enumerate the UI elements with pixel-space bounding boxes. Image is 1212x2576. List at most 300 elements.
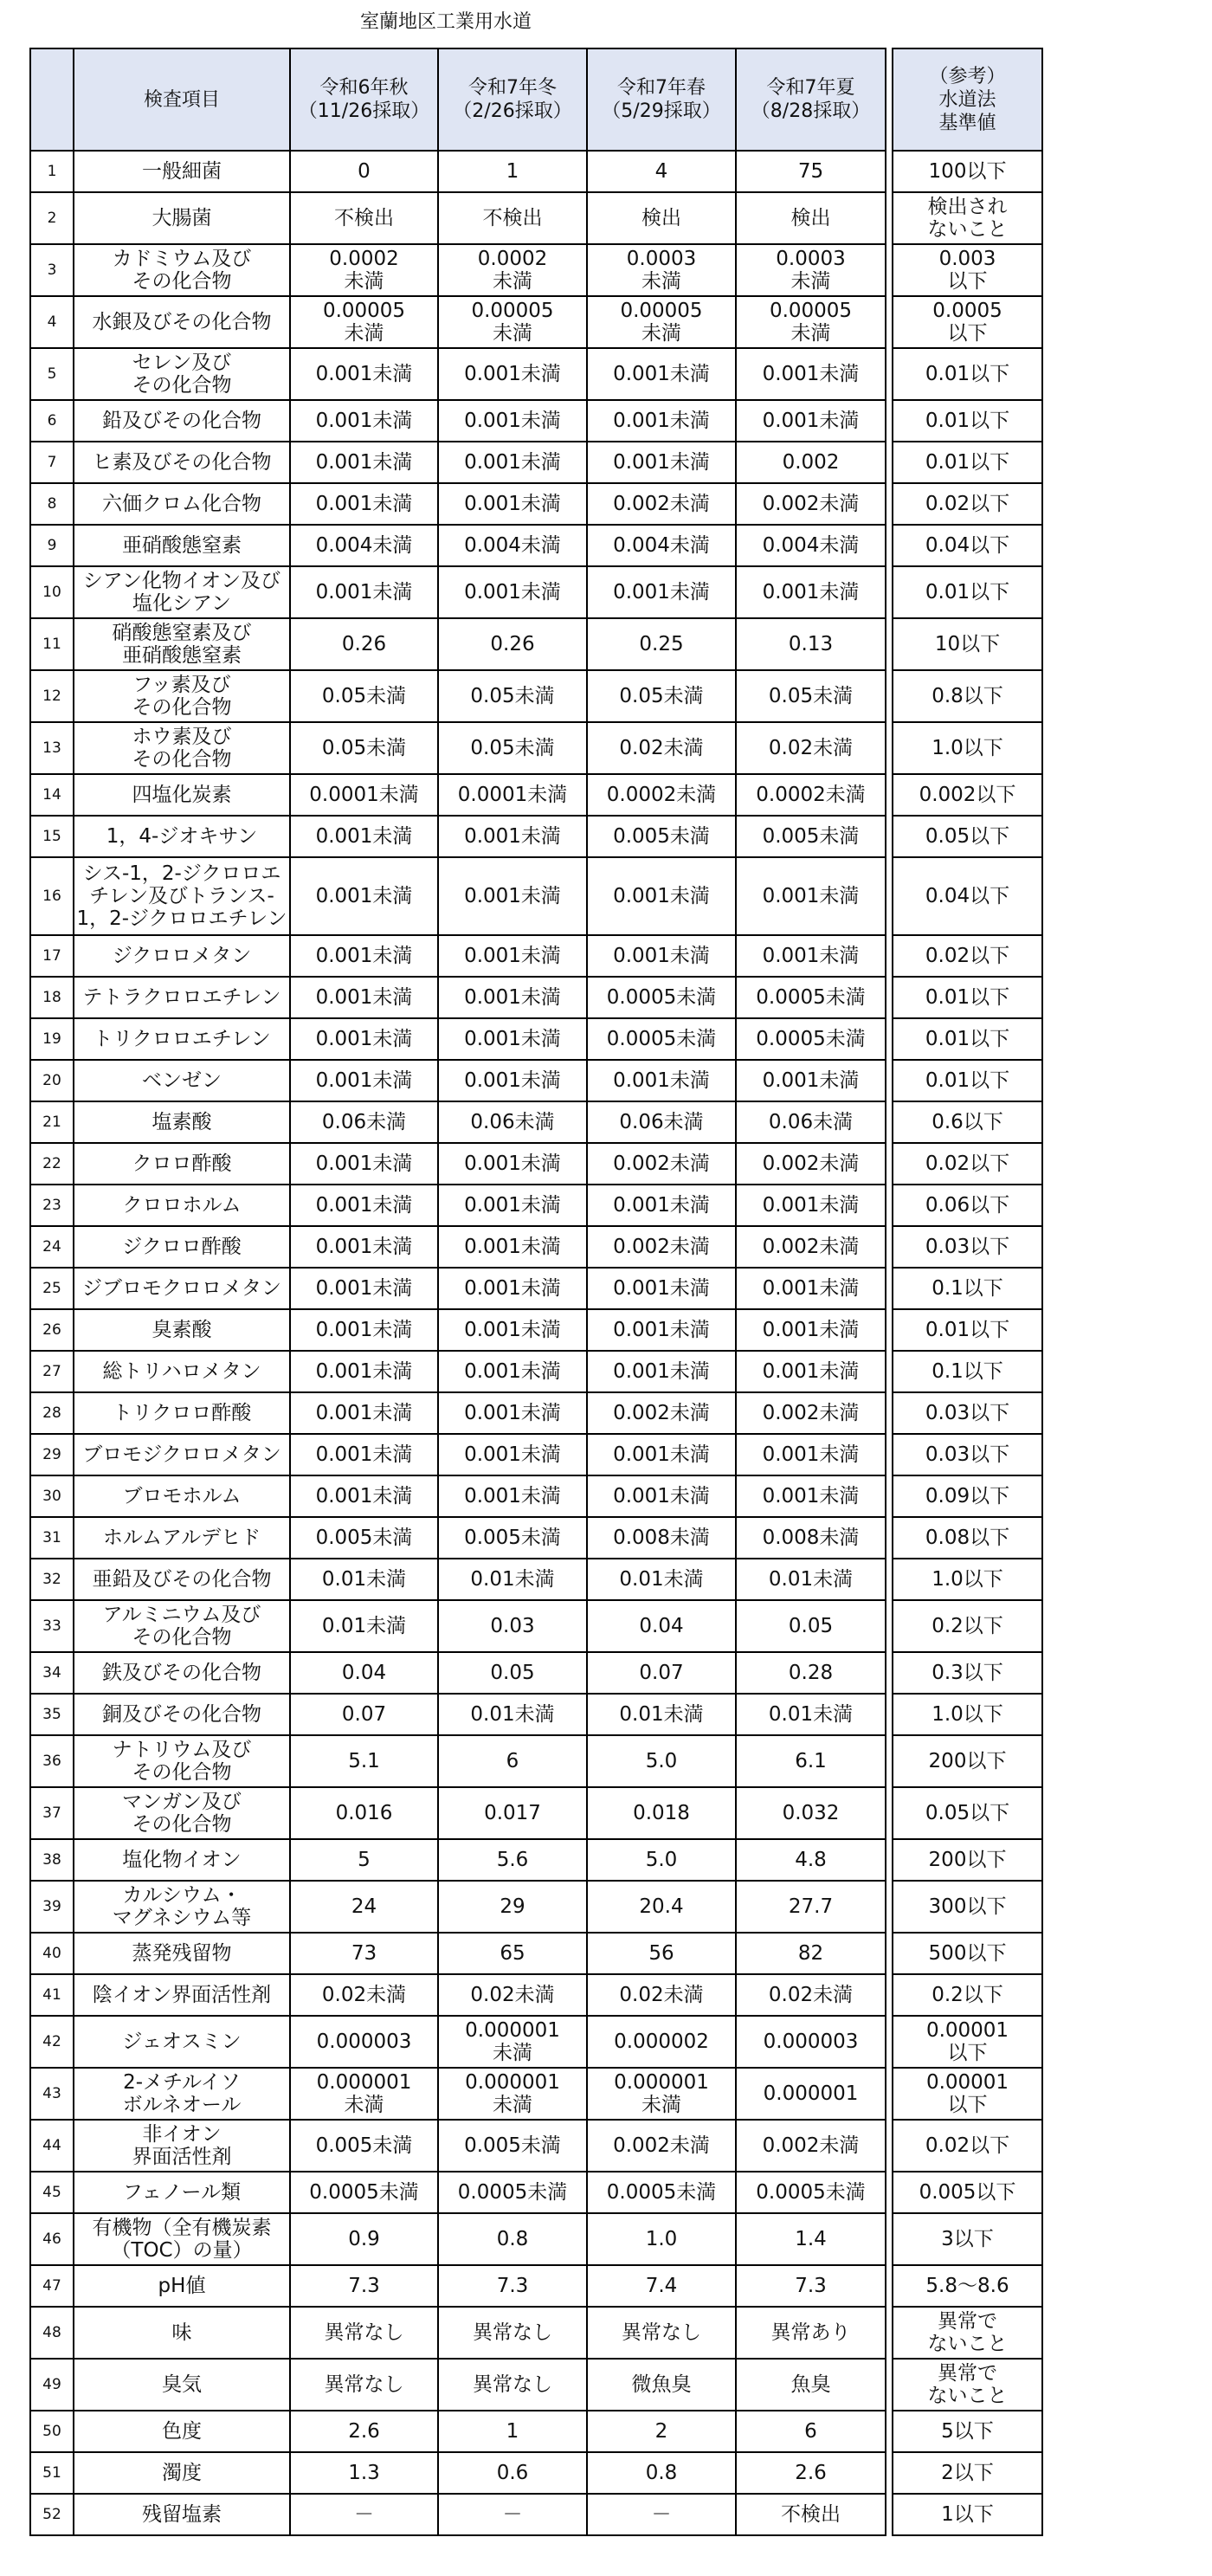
table-row: [30, 400, 1042, 442]
value-period-3: 0.000001 未満: [587, 2068, 736, 2120]
value-period-4: 0.002未満: [736, 1226, 886, 1268]
inspection-item: 四塩化炭素: [74, 774, 290, 816]
row-number: 33: [30, 1600, 74, 1652]
standard-value: 1以下: [893, 2494, 1042, 2535]
table-row: [30, 1974, 1042, 2016]
column-gap: [886, 2172, 893, 2213]
table-row: [30, 857, 1042, 935]
value-period-2: 0.001未満: [438, 977, 587, 1018]
table-row: [30, 1735, 1042, 1787]
value-period-1: 0.001未満: [290, 1268, 438, 1309]
column-gap: [886, 348, 893, 400]
standard-value: 0.02以下: [893, 935, 1042, 977]
value-period-1: 0.0002 未満: [290, 244, 438, 296]
value-period-1: 0.0001未満: [290, 774, 438, 816]
row-number: 35: [30, 1694, 74, 1735]
value-period-4: 0.01未満: [736, 1694, 886, 1735]
value-period-2: 0.001未満: [438, 1392, 587, 1434]
value-period-4: 2.6: [736, 2452, 886, 2494]
table-row: [30, 670, 1042, 722]
table-row: [30, 1060, 1042, 1101]
value-period-3: 0.002未満: [587, 1143, 736, 1185]
row-number: 28: [30, 1392, 74, 1434]
row-number: 17: [30, 935, 74, 977]
table-row: [30, 1933, 1042, 1974]
value-period-1: 0.001未満: [290, 1475, 438, 1517]
value-period-2: 0.005未満: [438, 1517, 587, 1559]
column-gap: [886, 618, 893, 670]
table-row: [30, 2494, 1042, 2535]
value-period-3: 0.05未満: [587, 670, 736, 722]
value-period-4: 6.1: [736, 1735, 886, 1787]
standard-value: 0.09以下: [893, 1475, 1042, 1517]
value-period-2: 0.000001 未満: [438, 2068, 587, 2120]
value-period-2: 0.001未満: [438, 1185, 587, 1226]
row-number: 30: [30, 1475, 74, 1517]
column-gap: [886, 1517, 893, 1559]
row-number: 2: [30, 192, 74, 244]
value-period-1: 異常なし: [290, 2307, 438, 2359]
value-period-2: 0.02未満: [438, 1974, 587, 2016]
inspection-item: 臭気: [74, 2359, 290, 2411]
value-period-3: 56: [587, 1933, 736, 1974]
standard-value: 0.0005 以下: [893, 296, 1042, 348]
inspection-item: ナトリウム及び その化合物: [74, 1735, 290, 1787]
value-period-4: 0.28: [736, 1652, 886, 1694]
standard-value: 2以下: [893, 2452, 1042, 2494]
value-period-1: 0.06未満: [290, 1101, 438, 1143]
value-period-2: 0.26: [438, 618, 587, 670]
inspection-item: シス-1，2-ジクロロエ チレン及びトランス- 1，2-ジクロロエチレン: [74, 857, 290, 935]
standard-value: 100以下: [893, 151, 1042, 192]
value-period-2: 0.001未満: [438, 442, 587, 483]
row-number: 24: [30, 1226, 74, 1268]
row-number: 44: [30, 2120, 74, 2172]
value-period-4: 1.4: [736, 2213, 886, 2265]
inspection-item: 銅及びその化合物: [74, 1694, 290, 1735]
row-number: 49: [30, 2359, 74, 2411]
standard-value: 0.03以下: [893, 1434, 1042, 1475]
value-period-4: 0.004未満: [736, 525, 886, 566]
table-row: [30, 935, 1042, 977]
value-period-4: 0.0005未満: [736, 1018, 886, 1060]
standard-value: 0.002以下: [893, 774, 1042, 816]
value-period-3: 0.001未満: [587, 1060, 736, 1101]
value-period-1: 0.005未満: [290, 1517, 438, 1559]
row-number: 34: [30, 1652, 74, 1694]
row-number: 29: [30, 1434, 74, 1475]
value-period-2: －: [438, 2494, 587, 2535]
inspection-item: 有機物（全有機炭素 （TOC）の量）: [74, 2213, 290, 2265]
value-period-3: 0.004未満: [587, 525, 736, 566]
inspection-item: ブロモジクロロメタン: [74, 1434, 290, 1475]
row-number: 47: [30, 2265, 74, 2307]
inspection-item: アルミニウム及び その化合物: [74, 1600, 290, 1652]
inspection-item: ジクロロメタン: [74, 935, 290, 977]
row-number: 37: [30, 1787, 74, 1839]
column-gap: [886, 151, 893, 192]
row-number: 10: [30, 566, 74, 618]
value-period-2: 0.01未満: [438, 1694, 587, 1735]
value-period-1: 0.005未満: [290, 2120, 438, 2172]
value-period-3: 0.002未満: [587, 483, 736, 525]
row-number: 27: [30, 1351, 74, 1392]
value-period-4: 0.001未満: [736, 566, 886, 618]
standard-value: 検出され ないこと: [893, 192, 1042, 244]
column-gap: [886, 1226, 893, 1268]
standard-value: 0.003 以下: [893, 244, 1042, 296]
value-period-1: 0.07: [290, 1694, 438, 1735]
column-gap: [886, 192, 893, 244]
value-period-3: 4: [587, 151, 736, 192]
header-period-1: 令和6年秋 （11/26採取）: [290, 48, 438, 151]
value-period-3: －: [587, 2494, 736, 2535]
value-period-2: 0.05未満: [438, 670, 587, 722]
table-row: [30, 2359, 1042, 2411]
table-row: [30, 2016, 1042, 2068]
column-gap: [886, 2307, 893, 2359]
value-period-2: 5.6: [438, 1839, 587, 1881]
table-row: [30, 774, 1042, 816]
table-row: [30, 1101, 1042, 1143]
row-number: 16: [30, 857, 74, 935]
table-row: [30, 1351, 1042, 1392]
value-period-2: 0.004未満: [438, 525, 587, 566]
value-period-3: 0.001未満: [587, 857, 736, 935]
standard-value: 500以下: [893, 1933, 1042, 1974]
row-number: 45: [30, 2172, 74, 2213]
standard-value: 0.01以下: [893, 977, 1042, 1018]
value-period-2: 0.001未満: [438, 1309, 587, 1351]
inspection-item: ホルムアルデヒド: [74, 1517, 290, 1559]
value-period-1: 0.001未満: [290, 1143, 438, 1185]
inspection-item: ジクロロ酢酸: [74, 1226, 290, 1268]
value-period-4: 0.0003 未満: [736, 244, 886, 296]
table-row: [30, 2452, 1042, 2494]
row-number: 7: [30, 442, 74, 483]
value-period-2: 0.001未満: [438, 566, 587, 618]
value-period-4: 82: [736, 1933, 886, 1974]
value-period-2: 0.001未満: [438, 348, 587, 400]
table-row: [30, 2213, 1042, 2265]
value-period-1: 0.05未満: [290, 670, 438, 722]
value-period-1: 0.001未満: [290, 857, 438, 935]
value-period-2: 0.001未満: [438, 935, 587, 977]
row-number: 3: [30, 244, 74, 296]
value-period-2: 0.001未満: [438, 1268, 587, 1309]
table-row: [30, 2068, 1042, 2120]
value-period-1: 0.001未満: [290, 400, 438, 442]
value-period-4: 0.002未満: [736, 1143, 886, 1185]
table-row: [30, 244, 1042, 296]
value-period-1: 2.6: [290, 2411, 438, 2452]
value-period-1: 0.04: [290, 1652, 438, 1694]
value-period-1: －: [290, 2494, 438, 2535]
value-period-3: 0.002未満: [587, 1392, 736, 1434]
table-row: [30, 2307, 1042, 2359]
value-period-1: 5.1: [290, 1735, 438, 1787]
column-gap: [886, 525, 893, 566]
value-period-3: 20.4: [587, 1881, 736, 1933]
standard-value: 0.03以下: [893, 1226, 1042, 1268]
standard-value: 0.8以下: [893, 670, 1042, 722]
column-gap: [886, 670, 893, 722]
value-period-4: 魚臭: [736, 2359, 886, 2411]
column-gap: [886, 483, 893, 525]
value-period-3: 0.001未満: [587, 400, 736, 442]
value-period-2: 0.05: [438, 1652, 587, 1694]
value-period-2: 0.001未満: [438, 1475, 587, 1517]
column-gap: [886, 2452, 893, 2494]
table-row: [30, 2120, 1042, 2172]
column-gap: [886, 296, 893, 348]
value-period-1: 0.26: [290, 618, 438, 670]
row-number: 1: [30, 151, 74, 192]
inspection-item: 鉛及びその化合物: [74, 400, 290, 442]
value-period-1: 0.001未満: [290, 1309, 438, 1351]
standard-value: 5.8～8.6: [893, 2265, 1042, 2307]
value-period-1: 0.001未満: [290, 1185, 438, 1226]
row-number: 8: [30, 483, 74, 525]
standard-value: 0.1以下: [893, 1351, 1042, 1392]
standard-value: 10以下: [893, 618, 1042, 670]
table-row: [30, 1517, 1042, 1559]
inspection-item: 大腸菌: [74, 192, 290, 244]
value-period-3: 0.001未満: [587, 1185, 736, 1226]
value-period-3: 微魚臭: [587, 2359, 736, 2411]
value-period-2: 0.001未満: [438, 1351, 587, 1392]
column-gap: [886, 2265, 893, 2307]
inspection-item: フッ素及び その化合物: [74, 670, 290, 722]
value-period-2: 0.001未満: [438, 1226, 587, 1268]
value-period-3: 0.25: [587, 618, 736, 670]
value-period-3: 0.001未満: [587, 348, 736, 400]
value-period-1: 0.001未満: [290, 977, 438, 1018]
inspection-item: 鉄及びその化合物: [74, 1652, 290, 1694]
inspection-item: 臭素酸: [74, 1309, 290, 1351]
value-period-4: 0.001未満: [736, 1351, 886, 1392]
value-period-4: 0.002未満: [736, 483, 886, 525]
value-period-1: 0.05未満: [290, 722, 438, 774]
header-no: [30, 48, 74, 151]
value-period-4: 0.0002未満: [736, 774, 886, 816]
value-period-3: 0.01未満: [587, 1694, 736, 1735]
standard-value: 0.2以下: [893, 1974, 1042, 2016]
inspection-item: 蒸発残留物: [74, 1933, 290, 1974]
standard-value: 0.05以下: [893, 1787, 1042, 1839]
inspection-item: ジブロモクロロメタン: [74, 1268, 290, 1309]
value-period-4: 0.001未満: [736, 400, 886, 442]
inspection-item: 亜硝酸態窒素: [74, 525, 290, 566]
value-period-2: 0.017: [438, 1787, 587, 1839]
value-period-3: 異常なし: [587, 2307, 736, 2359]
value-period-1: 0.01未満: [290, 1600, 438, 1652]
row-number: 20: [30, 1060, 74, 1101]
table-row: [30, 1475, 1042, 1517]
value-period-1: 0.02未満: [290, 1974, 438, 2016]
standard-value: 0.02以下: [893, 483, 1042, 525]
value-period-4: 0.000003: [736, 2016, 886, 2068]
table-row: [30, 1309, 1042, 1351]
value-period-3: 0.000002: [587, 2016, 736, 2068]
column-gap: [886, 1351, 893, 1392]
value-period-4: 0.001未満: [736, 1309, 886, 1351]
row-number: 41: [30, 1974, 74, 2016]
value-period-2: 0.6: [438, 2452, 587, 2494]
table-row: [30, 1652, 1042, 1694]
value-period-1: 0.001未満: [290, 1226, 438, 1268]
value-period-2: 0.001未満: [438, 1018, 587, 1060]
table-row: [30, 483, 1042, 525]
inspection-item: 色度: [74, 2411, 290, 2452]
value-period-3: 0.8: [587, 2452, 736, 2494]
table-row: [30, 348, 1042, 400]
value-period-3: 0.0005未満: [587, 1018, 736, 1060]
value-period-4: 0.02未満: [736, 722, 886, 774]
value-period-3: 0.001未満: [587, 1434, 736, 1475]
value-period-4: 0.001未満: [736, 935, 886, 977]
value-period-3: 0.02未満: [587, 1974, 736, 2016]
table-body: [30, 151, 1042, 2535]
value-period-3: 5.0: [587, 1839, 736, 1881]
column-gap: [886, 857, 893, 935]
inspection-item: ホウ素及び その化合物: [74, 722, 290, 774]
standard-value: 0.05以下: [893, 816, 1042, 857]
standard-value: 0.005以下: [893, 2172, 1042, 2213]
row-number: 19: [30, 1018, 74, 1060]
value-period-4: 6: [736, 2411, 886, 2452]
value-period-1: 5: [290, 1839, 438, 1881]
table-row: [30, 1787, 1042, 1839]
value-period-1: 0.9: [290, 2213, 438, 2265]
column-gap: [886, 1694, 893, 1735]
value-period-3: 5.0: [587, 1735, 736, 1787]
standard-value: 0.6以下: [893, 1101, 1042, 1143]
table-row: [30, 1881, 1042, 1933]
value-period-3: 7.4: [587, 2265, 736, 2307]
table-row: [30, 1600, 1042, 1652]
value-period-3: 0.008未満: [587, 1517, 736, 1559]
inspection-item: 一般細菌: [74, 151, 290, 192]
inspection-item: 塩素酸: [74, 1101, 290, 1143]
value-period-4: 0.001未満: [736, 1185, 886, 1226]
standard-value: 異常で ないこと: [893, 2307, 1042, 2359]
table-row: [30, 618, 1042, 670]
value-period-3: 0.07: [587, 1652, 736, 1694]
standard-value: 0.08以下: [893, 1517, 1042, 1559]
inspection-item: 2-メチルイソ ボルネオール: [74, 2068, 290, 2120]
value-period-4: 0.02未満: [736, 1974, 886, 2016]
inspection-item: カドミウム及び その化合物: [74, 244, 290, 296]
value-period-2: 0.005未満: [438, 2120, 587, 2172]
table-row: [30, 525, 1042, 566]
standard-value: 0.01以下: [893, 1060, 1042, 1101]
standard-value: 0.01以下: [893, 1309, 1042, 1351]
table-row: [30, 1434, 1042, 1475]
value-period-4: 0.008未満: [736, 1517, 886, 1559]
value-period-4: 4.8: [736, 1839, 886, 1881]
column-gap: [886, 1309, 893, 1351]
value-period-1: 0.001未満: [290, 566, 438, 618]
inspection-item: 総トリハロメタン: [74, 1351, 290, 1392]
column-gap: [886, 1392, 893, 1434]
table-row: [30, 296, 1042, 348]
value-period-3: 検出: [587, 192, 736, 244]
row-number: 6: [30, 400, 74, 442]
table-row: [30, 1143, 1042, 1185]
column-gap: [886, 1185, 893, 1226]
standard-value: 0.01以下: [893, 348, 1042, 400]
value-period-2: 0.05未満: [438, 722, 587, 774]
value-period-3: 0.02未満: [587, 722, 736, 774]
table-row: [30, 566, 1042, 618]
value-period-3: 0.04: [587, 1600, 736, 1652]
value-period-2: 1: [438, 2411, 587, 2452]
value-period-2: 0.001未満: [438, 483, 587, 525]
standard-value: 0.04以下: [893, 857, 1042, 935]
value-period-2: 0.000001 未満: [438, 2016, 587, 2068]
value-period-3: 0.001未満: [587, 1351, 736, 1392]
value-period-3: 2: [587, 2411, 736, 2452]
inspection-item: マンガン及び その化合物: [74, 1787, 290, 1839]
standard-value: 0.03以下: [893, 1392, 1042, 1434]
standard-value: 0.02以下: [893, 2120, 1042, 2172]
column-gap: [886, 2068, 893, 2120]
value-period-1: 0.001未満: [290, 935, 438, 977]
inspection-item: テトラクロロエチレン: [74, 977, 290, 1018]
row-number: 13: [30, 722, 74, 774]
value-period-4: 0.05未満: [736, 670, 886, 722]
value-period-4: 0.002未満: [736, 1392, 886, 1434]
value-period-4: 0.0005未満: [736, 977, 886, 1018]
value-period-4: 0.001未満: [736, 348, 886, 400]
column-gap: [886, 977, 893, 1018]
table-caption: 室蘭地区工業用水道: [359, 11, 532, 33]
inspection-item: 非イオン 界面活性剤: [74, 2120, 290, 2172]
standard-value: 1.0以下: [893, 1559, 1042, 1600]
value-period-2: 0.03: [438, 1600, 587, 1652]
value-period-3: 0.001未満: [587, 935, 736, 977]
column-gap: [886, 816, 893, 857]
value-period-2: 0.0001未満: [438, 774, 587, 816]
value-period-2: 65: [438, 1933, 587, 1974]
value-period-3: 0.002未満: [587, 2120, 736, 2172]
inspection-item: 濁度: [74, 2452, 290, 2494]
value-period-3: 0.001未満: [587, 442, 736, 483]
column-gap: [886, 1881, 893, 1933]
value-period-3: 0.002未満: [587, 1226, 736, 1268]
table-row: [30, 1268, 1042, 1309]
column-gap: [886, 2120, 893, 2172]
table-row: [30, 1839, 1042, 1881]
standard-value: 1.0以下: [893, 722, 1042, 774]
inspection-item: トリクロロエチレン: [74, 1018, 290, 1060]
value-period-4: 0.001未満: [736, 1434, 886, 1475]
table-row: [30, 1226, 1042, 1268]
value-period-4: 0.0005未満: [736, 2172, 886, 2213]
value-period-2: 0.001未満: [438, 816, 587, 857]
column-gap: [886, 1268, 893, 1309]
value-period-4: 0.002: [736, 442, 886, 483]
column-gap: [886, 1974, 893, 2016]
column-gap: [886, 1735, 893, 1787]
value-period-1: 0.001未満: [290, 483, 438, 525]
value-period-2: 0.001未満: [438, 400, 587, 442]
standard-value: 0.2以下: [893, 1600, 1042, 1652]
table-row: [30, 2265, 1042, 2307]
standard-value: 3以下: [893, 2213, 1042, 2265]
table-row: [30, 1559, 1042, 1600]
